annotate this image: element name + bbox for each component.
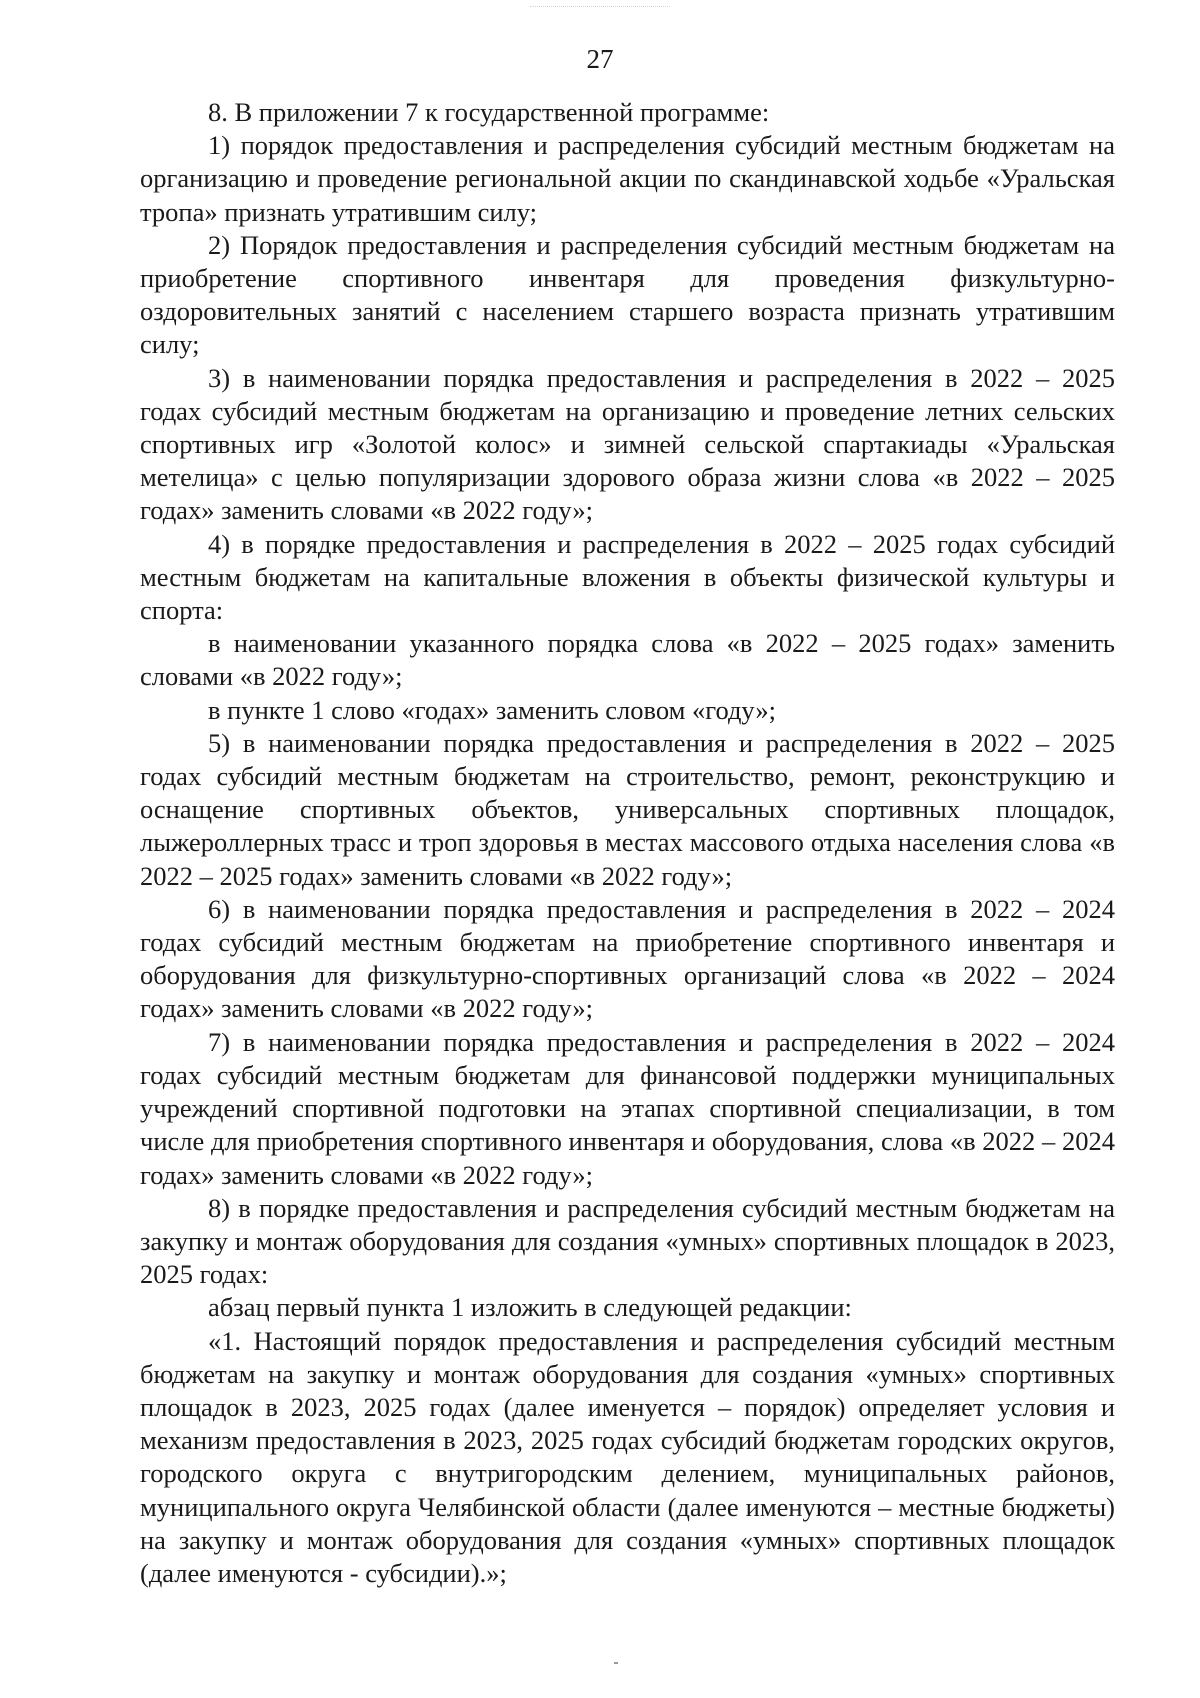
paragraph-item-5: 5) в наименовании порядка предоставления и распределения в 2022 – 2025 годах субсидий местным бюджетам на строительство, ремонт, реконструкцию и оснащение спортивных объектов, универсальных спортивных площадок, лыжероллерных трасс и троп здоровья в местах массового отдыха населения слова «в 2022 – 2025 годах» заменить словами «в 2022 году»; [140,727,1115,891]
paragraph-item-8: 8) в порядке предоставления и распределения субсидий местным бюджетам на закупку и монтаж оборудования для создания «умных» спортивных площадок в 2023, 2025 годах: [140,1192,1115,1290]
paragraph-item-4-name: в наименовании указанного порядка слова «в 2022 – 2025 годах» заменить словами «в 2022 году»; [140,628,1115,692]
scan-artifact-top [530,6,670,13]
paragraph-item-8-new-text: «1. Настоящий порядок предоставления и распределения субсидий местным бюджетам на закупку и монтаж оборудования для создания «умных» спортивных площадок в 2023, 2025 годах (далее именуется – порядок) определяет условия и механизм предоставления в 2023, 2025 годах субсидий бюджетам городских округов, городского округа с внутригородским делением, муниципальных районов, муниципального округа Челябинской области (далее именуются – местные бюджеты) на закупку и монтаж оборудования для создания «умных» спортивных площадок (далее именуются - субсидии).»; [140,1325,1115,1588]
paragraph-item-1: 1) порядок предоставления и распределения субсидий местным бюджетам на организацию и проведение региональной акции по скандинавской ходьбе «Уральская тропа» признать утратившим силу; [140,130,1115,227]
paragraph-item-3: 3) в наименовании порядка предоставления и распределения в 2022 – 2025 годах субсидий местным бюджетам на организацию и проведение летних сельских спортивных игр «Золотой колос» и зимней сельской спартакиады «Уральская метелица» с целью популяризации здорового образа жизни слова «в 2022 – 2025 годах» заменить словами «в 2022 году»; [140,362,1115,526]
paragraph-item-8-instruction: абзац первый пункта 1 изложить в следующей редакции: [208,1292,852,1323]
paragraph-item-2: 2) Порядок предоставления и распределения субсидий местным бюджетам на приобретение спортивного инвентаря для проведения физкультурно-оздоровительных занятий с населением старшего возраста признать утратившим силу; [140,229,1115,360]
paragraph-item-4-clause-1: в пункте 1 слово «годах» заменить словом «году»; [208,694,776,725]
paragraph-section-8: 8. В приложении 7 к государственной программе: [208,97,770,127]
document-body [140,96,1115,1590]
scan-artifact-bottom [614,1662,618,1664]
paragraph-item-6: 6) в наименовании порядка предоставления и распределения в 2022 – 2024 годах субсидий местным бюджетам на приобретение спортивного инвентаря и оборудования для физкультурно-спортивных организаций слова «в 2022 – 2024 годах» заменить словами «в 2022 году»; [140,893,1115,1024]
paragraph-item-7: 7) в наименовании порядка предоставления и распределения в 2022 – 2024 годах субсидий местным бюджетам для финансовой поддержки муниципальных учреждений спортивной подготовки на этапах спортивной специализации, в том числе для приобретения спортивного инвентаря и оборудования, слова «в 2022 – 2024 годах» заменить словами «в 2022 году»; [140,1026,1115,1190]
paragraph-item-4: 4) в порядке предоставления и распределения в 2022 – 2025 годах субсидий местным бюджетам на капитальные вложения в объекты физической культуры и спорта: [140,528,1115,626]
page-number: 27 [586,44,614,74]
